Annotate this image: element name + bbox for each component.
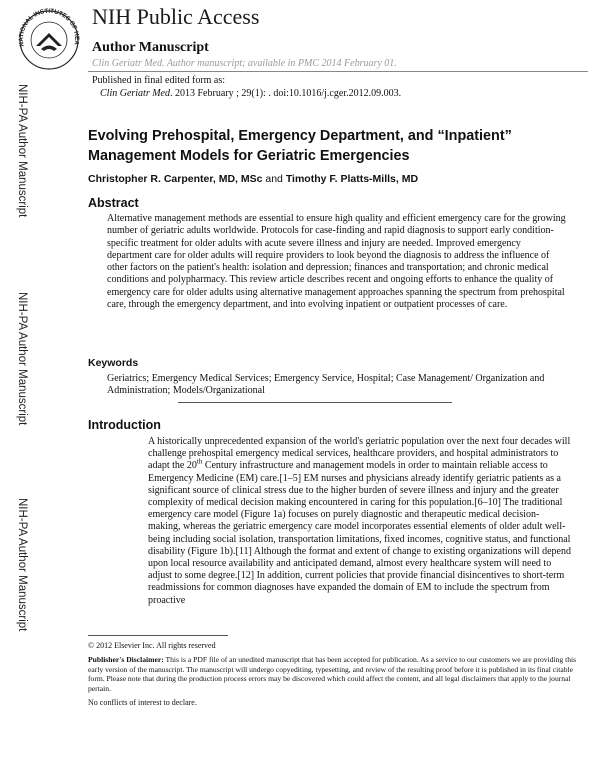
abstract-text: Alternative management methods are essential to ensure high quality and efficient emergency care for the growing number of geriatric adults worldwide. Protocols for case-finding and rapid diagnosis to support early condition-specific treatment for older adults with acute severe illness and injury are needed. Improved emergency department care for older adults will require providers to look beyond the diagnosis to address the influence of other factors on the patient's health: isolation and depression; finances and transportation; and chronic medical conditions and polypharmacy. This review article describes recent and ongoing efforts to enhance the quality of emergency care for older adults using alternative management approaches spanning the spectrum from prehospital care, through the emergency department, and into evolving inpatient or outpatient processes of care. — [107, 213, 566, 311]
header-divider — [88, 71, 588, 72]
logo-arc-text: NATIONAL INSTITUTES OF HEA — [17, 7, 81, 48]
nih-logo — [14, 6, 84, 70]
intro-text-part-a: A historically unprecedented expansion of the world's geriatric population over the next four decades will challenge prehospital emergency medical services, healthcare providers, and hospital administrators to adapt the 20 — [148, 436, 571, 472]
side-label-bottom: NIH-PA Author Manuscript — [16, 498, 28, 632]
conflict-of-interest-note: No conflicts of interest to declare. — [88, 698, 197, 707]
introduction-heading: Introduction — [88, 418, 161, 432]
nih-public-access-title: NIH Public Access — [92, 4, 260, 29]
nih-seal-icon — [14, 6, 84, 70]
disclaimer-text: This is a PDF file of an unedited manuscript that has been accepted for publication. As a service to our customers we are providing this early version of the manuscript. The manuscript will undergo copyediting, typesetting, and review of the resulting proof before it is published in its final citable form. Please note that during the production process errors may be discovered which could affect the content, and all legal disclaimers that apply to the journal pertain. — [88, 655, 577, 693]
disclaimer-label: Publisher's Disclaimer: — [88, 655, 164, 664]
pmc-availability-line: Clin Geriatr Med. Author manuscript; available in PMC 2014 February 01. — [92, 58, 397, 69]
keywords-heading: Keywords — [88, 357, 139, 369]
citation-journal: Clin Geriatr Med — [100, 88, 170, 99]
keywords-text: Geriatrics; Emergency Medical Services; Emergency Service, Hospital; Case Management/ Organization and Administration; Models/Organizational — [107, 373, 545, 397]
footnote-divider — [88, 635, 228, 636]
author-line — [88, 173, 418, 186]
publisher-disclaimer — [88, 655, 578, 693]
author-conjunction: and — [262, 173, 286, 185]
keywords-divider — [178, 402, 452, 403]
introduction-text — [148, 436, 571, 607]
author-manuscript-label: Author Manuscript — [92, 40, 209, 55]
published-final-note: Published in final edited form as: — [92, 75, 226, 86]
intro-superscript: th — [196, 458, 203, 467]
author-carpenter: Christopher R. Carpenter, MD, MSc — [88, 173, 263, 185]
abstract-heading: Abstract — [88, 196, 139, 210]
copyright-notice: © 2012 Elsevier Inc. All rights reserved — [88, 641, 216, 650]
svg-text:NATIONAL INSTITUTES OF HEALTH — [14, 6, 80, 47]
side-label-middle: NIH-PA Author Manuscript — [16, 292, 28, 426]
citation-details: . 2013 February ; 29(1): . doi:10.1016/j.cger.2012.09.003. — [170, 88, 402, 99]
article-title: Evolving Prehospital, Emergency Department, and “Inpatient” Management Models for Geriatric Emergencies — [88, 128, 512, 164]
intro-text-part-b: Century infrastructure and management models in order to maintain reliable access to Emergency Medicine (EM) care.[1–5] EM nurses and physicians already identify geriatric patients as a significant source of clinical stress due to the higher burden of severe illness and injury and the greater complexity of medical decision making encountered in caring for this population.[6–10] The traditional emergency care model (Figure 1a) focuses on purely diagnostic and therapeutic medical decision-making, whereas the geriatric emergency care model incorporates essential elements of older adult well-being including social isolation, transportation limitations, fixed incomes, cognitive status, and functional disability (Figure 1b).[11] Although the format and extent of change to existing organizations will depend upon local resource availability and anticipated demand, almost every healthcare system will need to adjust to some degree.[12] In addition, current policies that provide financial disincentives to short-term readmissions for common diagnoses have expanded the domain of EM to include the spectrum from proactive — [148, 460, 571, 606]
side-label-top: NIH-PA Author Manuscript — [16, 84, 28, 218]
journal-citation — [100, 88, 401, 100]
author-platts-mills: Timothy F. Platts-Mills, MD — [285, 173, 419, 185]
